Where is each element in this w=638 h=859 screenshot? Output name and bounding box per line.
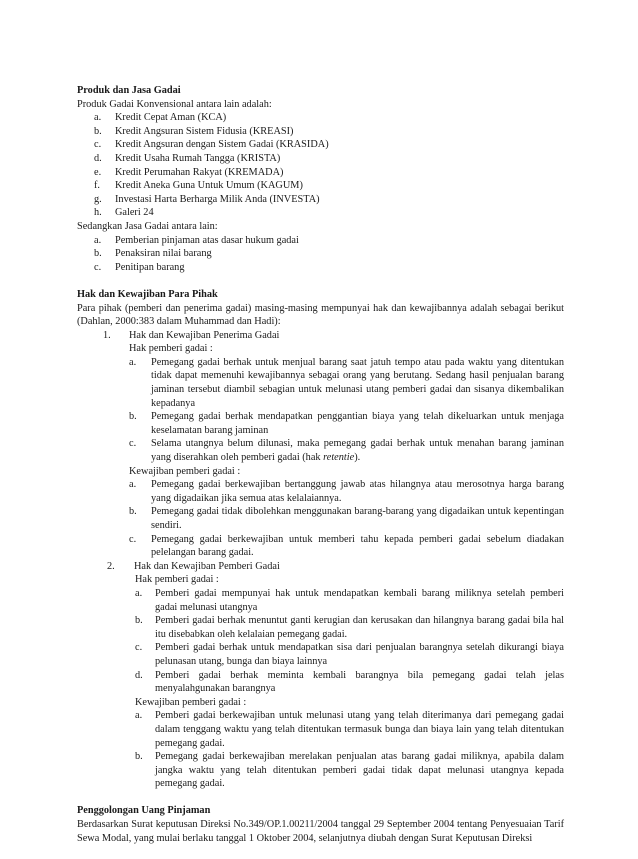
list-item-text: Galeri 24 — [115, 207, 154, 219]
list-marker: f. — [94, 180, 101, 192]
section-penggolongan — [77, 804, 564, 845]
list-item — [77, 193, 564, 207]
list-item-text: Kredit Aneka Guna Untuk Umum (KAGUM) — [115, 180, 303, 192]
section-heading: Penggolongan Uang Pinjaman — [77, 805, 211, 817]
list-marker: c. — [135, 642, 143, 654]
list-marker: b. — [94, 248, 102, 260]
list-item — [77, 247, 564, 261]
list-item-text: Kredit Cepat Aman (KCA) — [115, 112, 227, 124]
list-item-text: Pemberi gadai berhak menuntut ganti kerugian dan kerusakan dan hilangnya barang gadai bila hal itu disebabkan oleh kelalaian pemegang gadai. — [155, 615, 564, 640]
item-number: 1. — [103, 329, 111, 341]
document-body — [77, 84, 564, 859]
numbered-item — [77, 329, 564, 343]
list-item — [77, 152, 564, 166]
rights-list — [77, 587, 564, 696]
list-item — [77, 533, 564, 560]
list-item-text: Kredit Usaha Rumah Tangga (KRISTA) — [115, 152, 281, 164]
list-marker: g. — [94, 193, 102, 205]
product-list — [77, 111, 564, 220]
list-item — [77, 478, 564, 505]
list-marker: d. — [135, 669, 143, 681]
list-item-text: Investasi Harta Berharga Milik Anda (INVESTA) — [115, 193, 320, 205]
list-marker: a. — [135, 587, 143, 599]
text-run: Selama utangnya belum dilunasi, maka pemegang gadai berhak untuk menahan barang jaminan yang diserahkan oleh pemberi gadai (hak — [151, 438, 564, 464]
list-marker: h. — [94, 207, 102, 219]
list-item-text: Pemberi gadai mempunyai hak untuk mendapatkan kembali barang miliknya setelah pemberi gadai melunasi utangnya — [155, 587, 564, 613]
list-marker: c. — [94, 261, 102, 273]
list-item-text: Pemegang gadai berkewajiban untuk memberi tahu kepada pemberi gadai sebelum diadakan pelelangan barang gadai. — [151, 533, 564, 559]
item-title: Hak dan Kewajiban Pemberi Gadai — [134, 560, 280, 572]
list-item — [77, 138, 564, 152]
service-list — [77, 234, 564, 275]
list-item-text: Kredit Perumahan Rakyat (KREMADA) — [115, 166, 284, 178]
paragraph: Produk Gadai Konvensional antara lain adalah: — [77, 98, 272, 110]
list-item — [77, 179, 564, 193]
numbered-item — [77, 560, 564, 574]
list-marker: d. — [94, 152, 102, 164]
subheading: Kewajiban pemberi gadai : — [135, 696, 247, 708]
duties-list — [77, 709, 564, 791]
paragraph: Sedangkan Jasa Gadai antara lain: — [77, 220, 218, 232]
list-marker: b. — [129, 411, 137, 423]
list-item-text: Penitipan barang — [115, 261, 185, 273]
list-item — [77, 166, 564, 180]
italic-term: retentie — [323, 452, 355, 464]
list-marker: c. — [129, 438, 137, 450]
list-marker: b. — [135, 751, 143, 763]
list-item-text: Pemberi gadai berkewajiban untuk melunasi utang yang telah diterimanya dari pemegang gadai dalam tenggang waktu yang telah ditentukan termasuk bunga dan biaya lain yang telah ditentukan pemegang gadai. — [155, 710, 564, 749]
list-item — [77, 614, 564, 641]
list-marker: a. — [94, 234, 102, 246]
subheading: Kewajiban pemberi gadai : — [129, 465, 241, 477]
item-title: Hak dan Kewajiban Penerima Gadai — [129, 329, 280, 341]
paragraph: Para pihak (pemberi dan penerima gadai) masing-masing mempunyai hak dan kewajibannya adalah sebagai berikut (Dahlan, 2000:383 dalam Muhammad dan Hadi): — [77, 302, 564, 328]
list-marker: c. — [94, 139, 102, 151]
list-item-text: Pemegang gadai berhak mendapatkan penggantian biaya yang telah dikeluarkan untuk menjaga keselamatan barang jaminan — [151, 411, 564, 436]
list-item-text: Penaksiran nilai barang — [115, 248, 212, 260]
list-marker: a. — [135, 710, 143, 722]
list-marker: e. — [94, 166, 102, 178]
section-produk-jasa-gadai — [77, 84, 564, 274]
text-run: ). — [354, 452, 361, 464]
list-item — [77, 709, 564, 750]
list-item — [77, 437, 564, 464]
list-marker: b. — [129, 506, 137, 518]
list-item — [77, 206, 564, 220]
list-marker: b. — [94, 125, 102, 137]
list-marker: a. — [94, 112, 102, 124]
list-item — [77, 669, 564, 696]
list-item — [77, 410, 564, 437]
list-item — [77, 234, 564, 248]
list-item — [77, 125, 564, 139]
paragraph: Berdasarkan Surat keputusan Direksi No.349/OP.1.00211/2004 tanggal 29 September 2004 tentang Penyesuaian Tarif Sewa Modal, yang mulai berlaku tanggal 1 Oktober 2004, selanjutnya diubah dengan Surat Keputusan Direksi — [77, 819, 564, 844]
list-marker: a. — [129, 356, 137, 368]
list-item-text: Pemegang gadai tidak dibolehkan menggunakan barang-barang yang digadaikan untuk kepentingan sendiri. — [151, 506, 564, 531]
list-marker: c. — [129, 533, 137, 545]
list-item — [77, 587, 564, 614]
list-item-text: Pemberi gadai berhak meminta kembali barangnya bila pemegang gadai telah jelas menyalahgunakan barangnya — [155, 669, 564, 695]
list-item — [77, 261, 564, 275]
rights-list — [77, 356, 564, 465]
duties-list — [77, 478, 564, 560]
list-item-text: Kredit Angsuran Sistem Fidusia (KREASI) — [115, 125, 294, 137]
list-item — [77, 356, 564, 410]
section-hak-kewajiban — [77, 288, 564, 791]
list-item-text: Pemegang gadai berkewajiban bertanggung jawab atas hilangnya atau merosotnya harga barang yang digadaikan jika semua atas kelalaiannya. — [151, 479, 564, 504]
list-item-text: Pemegang gadai berkewajiban merelakan penjualan atas barang gadai miliknya, apabila dalam jangka waktu yang telah ditentukan pemberi gadai tidak dapat melunasi utangnya kepada pemegang gadai. — [155, 751, 564, 790]
list-item-text: Pemberian pinjaman atas dasar hukum gadai — [115, 234, 299, 246]
list-item-text — [151, 437, 564, 464]
list-item-text: Pemegang gadai berhak untuk menjual barang saat jatuh tempo atau pada waktu yang ditentukan tidak dapat memenuhi kewajibannya sebagai orang yang berutang. Sedang hasil penjualan barang jaminan tersebut diambil sebagian untuk melunasi utang pemberi gadai dan sisanya dikembalikan kepadanya — [151, 356, 564, 409]
list-item — [77, 641, 564, 668]
list-item-text: Pemberi gadai berhak untuk mendapatkan sisa dari penjualan barangnya setelah dikurangi biaya pelunasan utang, bunga dan biaya lainnya — [155, 642, 564, 667]
subheading: Hak pemberi gadai : — [129, 343, 213, 355]
list-marker: a. — [129, 479, 137, 491]
item-number: 2. — [107, 560, 115, 572]
list-item — [77, 750, 564, 791]
list-marker: b. — [135, 615, 143, 627]
list-item — [77, 505, 564, 532]
list-item — [77, 111, 564, 125]
section-heading: Hak dan Kewajiban Para Pihak — [77, 288, 218, 300]
subheading: Hak pemberi gadai : — [135, 574, 219, 586]
section-heading: Produk dan Jasa Gadai — [77, 85, 181, 96]
list-item-text: Kredit Angsuran dengan Sistem Gadai (KRASIDA) — [115, 139, 329, 151]
